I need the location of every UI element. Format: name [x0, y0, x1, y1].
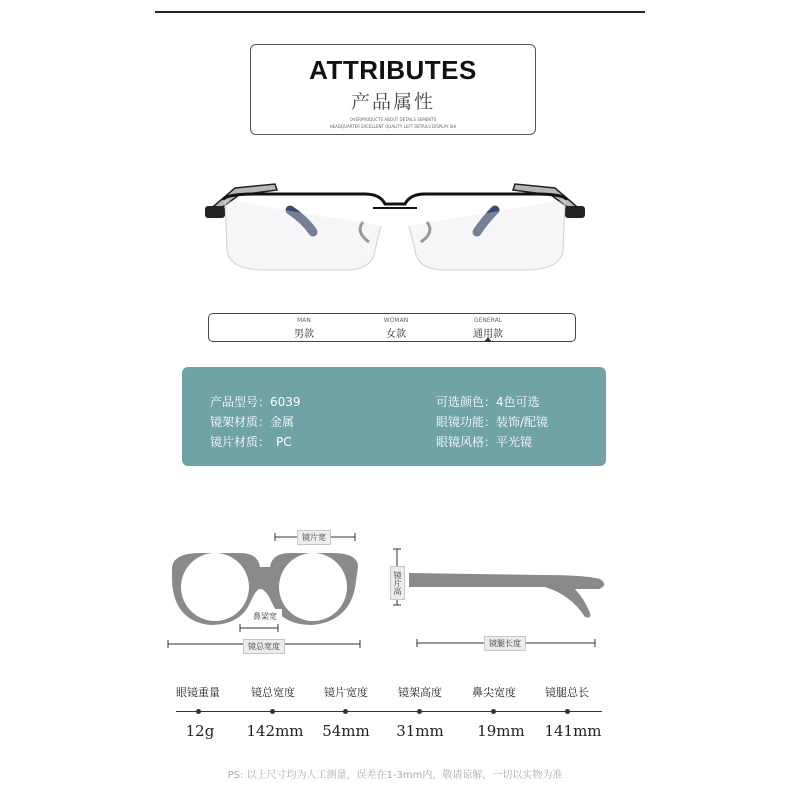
left-lens: [225, 200, 381, 270]
measure-scale-line: [176, 711, 602, 712]
total-width-label: 镜总宽度: [243, 639, 285, 654]
measure-label-total-width: 镜总宽度: [251, 686, 295, 699]
spec-model: [210, 393, 301, 410]
attributes-tiny-line-1: OVERPRODUCTS ABOUT DETAILS SEMENTS: [349, 117, 437, 122]
measure-dot-1: [196, 709, 201, 714]
lens-height-label: 镜片高: [390, 566, 405, 600]
temple-silhouette: [409, 573, 604, 618]
footer-note: PS: 以上尺寸均为人工测量，误差在1-3mm内，敬请谅解，一切以实物为准: [227, 770, 563, 781]
attributes-tiny-line-2: HEADQUARTER EXCELLENT QUALITY LEFT DETAILS DISPLAY SHI: [329, 124, 457, 129]
spec-colors: [436, 393, 540, 410]
spec-function: [436, 413, 548, 430]
measure-dot-5: [491, 709, 496, 714]
gender-selector: [208, 313, 576, 342]
bridge-width-label: 鼻梁宽: [248, 609, 282, 624]
measure-dot-4: [417, 709, 422, 714]
measure-value-weight: 12g: [185, 722, 215, 740]
measure-value-lens-width: 54mm: [322, 722, 370, 740]
glasses-product-photo: [195, 170, 595, 280]
attributes-subtitle: 产品属性: [350, 91, 435, 113]
spec-frame-material-label: 镜架材质：: [210, 415, 271, 429]
spec-lens-material: [210, 433, 292, 450]
measure-value-nose-width: 19mm: [477, 722, 525, 740]
spec-function-value: 装饰/配镜: [496, 415, 549, 429]
gender-woman-en: WOMAN: [383, 317, 409, 324]
temple-length-label: 镜腿长度: [484, 636, 526, 651]
measure-dot-3: [343, 709, 348, 714]
gender-general-cn: 通用款: [473, 329, 503, 340]
right-hinge: [565, 206, 585, 218]
measure-value-total-width: 142mm: [246, 722, 304, 740]
attributes-header: [250, 44, 536, 135]
spec-frame-material: [210, 413, 294, 430]
left-hinge: [205, 206, 225, 218]
measure-label-frame-height: 镜架高度: [398, 686, 442, 699]
measure-dot-2: [270, 709, 275, 714]
gender-man-cn: 男款: [294, 329, 314, 340]
attributes-title: ATTRIBUTES: [309, 55, 477, 85]
gender-selected-marker: [484, 337, 492, 342]
gender-man-en: MAN: [297, 317, 311, 324]
gender-general-en: GENERAL: [473, 317, 503, 324]
spec-colors-value: 4色可选: [496, 395, 540, 409]
spec-lens-material-value: PC: [276, 435, 292, 449]
measure-value-frame-height: 31mm: [396, 722, 444, 740]
left-lens-opening: [181, 553, 249, 621]
spec-style-value: 平光镜: [496, 435, 533, 449]
spec-style: [436, 433, 532, 450]
spec-colors-label: 可选颜色：: [436, 395, 497, 409]
measure-label-lens-width: 镜片宽度: [324, 686, 368, 699]
spec-frame-material-value: 金属: [270, 415, 295, 429]
measure-label-weight: 眼镜重量: [176, 686, 220, 699]
spec-lens-material-label: 镜片材质：: [210, 435, 271, 449]
measure-dot-6: [565, 709, 570, 714]
frame-top-bar: [223, 194, 567, 204]
measure-label-temple-length: 镜腿总长: [545, 686, 589, 699]
measure-value-temple-length: 141mm: [544, 722, 602, 740]
spec-panel: [182, 367, 606, 466]
top-divider: [155, 11, 645, 13]
spec-model-label: 产品型号：: [210, 395, 271, 409]
gender-woman-cn: 女款: [386, 329, 406, 340]
spec-model-value: 6039: [270, 395, 301, 409]
right-lens: [409, 200, 565, 270]
spec-style-label: 眼镜风格：: [436, 435, 497, 449]
right-lens-opening: [279, 553, 347, 621]
front-view-diagram: [160, 525, 370, 655]
lens-width-label: 镜片宽: [297, 530, 331, 545]
measure-label-nose-width: 鼻尖宽度: [472, 686, 516, 699]
spec-function-label: 眼镜功能：: [436, 415, 497, 429]
